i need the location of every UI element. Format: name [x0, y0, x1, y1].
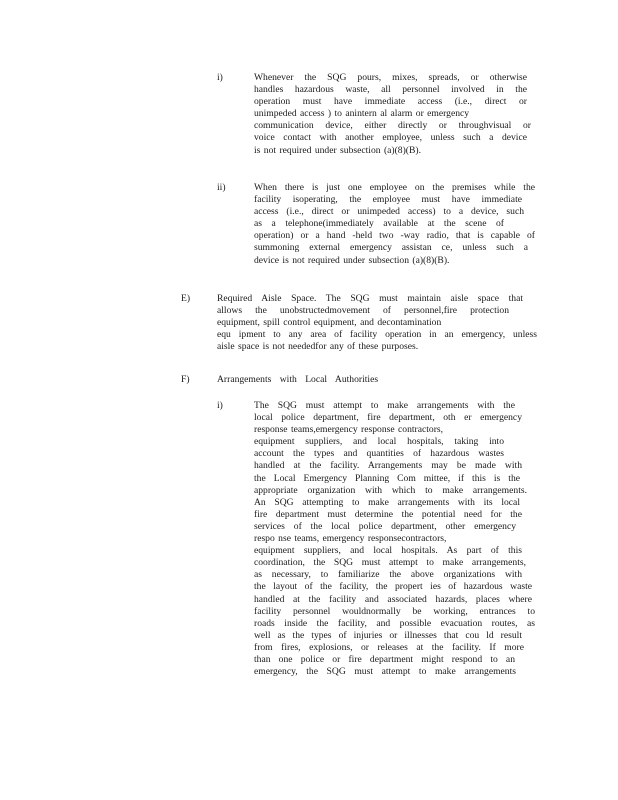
- text-line: equipment suppliers, and local hospitals, taking into: [254, 436, 504, 448]
- text-line: The SQG must attempt to make arrangements with the: [254, 400, 515, 411]
- text-line: unimpeded access ) to anintern al alarm or emergency: [254, 108, 470, 120]
- text-line: coordination, the SQG must attempt to make arrangements,: [254, 557, 526, 569]
- text-line: facility personnel wouldnormally be working, entrances to: [254, 605, 535, 617]
- text-line: An SQG attempting to make arrangements with its local: [254, 496, 520, 508]
- text-line: well as the types of injuries or illnesses that cou ld result: [254, 629, 522, 641]
- item-e-text: [217, 293, 537, 353]
- text-line: When there is just one employee on the premises while the: [254, 182, 535, 193]
- text-line: communication device, either directly or throughvisual or: [254, 120, 531, 132]
- text-line: local police department, fire department, oth er emergency: [254, 412, 522, 424]
- text-line: is not required under subsection (a)(8)(B).: [254, 144, 421, 156]
- text-line: respo nse teams, emergency responsecontractors,: [254, 533, 447, 545]
- text-line: response teams,emergency response contractors,: [254, 424, 444, 436]
- text-line: operation must have immediate access (i.e., direct or: [254, 96, 527, 108]
- text-line: operation) or a hand -held two -way radio, that is capable of: [254, 230, 535, 242]
- text-line: access (i.e., direct or unimpeded access) to a device, such: [254, 206, 524, 218]
- item-label-f: F): [181, 374, 190, 385]
- sub-item-i-text: [254, 72, 531, 157]
- text-line: as a telephone(immediately available at the scene of: [254, 218, 504, 230]
- text-line: services of the local police department, other emergency: [254, 520, 516, 532]
- text-line: from fires, explosions, or releases at the facility. If more: [254, 641, 524, 653]
- text-line: handled at the facility and associated hazards, places where: [254, 593, 532, 605]
- text-line: handles hazardous waste, all personnel involved in the: [254, 84, 527, 96]
- text-line: as necessary, to familiarize the above organizations with: [254, 569, 522, 581]
- text-line: summoning external emergency assistan ce, unless such a: [254, 242, 528, 254]
- text-line: handled at the facility. Arrangements may be made with: [254, 460, 522, 472]
- text-line: voice contact with another employee, unless such a device: [254, 132, 527, 144]
- text-line: Required Aisle Space. The SQG must maintain aisle space that: [217, 293, 523, 304]
- text-line: Whenever the SQG pours, mixes, spreads, or otherwise: [254, 72, 527, 83]
- sub-item-label-ii: ii): [217, 182, 226, 193]
- text-line: roads inside the facility, and possible evacuation routes, as: [254, 617, 535, 629]
- text-line: fire department must determine the potential need for the: [254, 508, 522, 520]
- text-line: facility isoperating, the employee must have immediate: [254, 194, 522, 206]
- text-line: appropriate organization with which to make arrangements.: [254, 484, 527, 496]
- sub-item-label-f-i: i): [217, 400, 223, 411]
- text-line: equipment suppliers, and local hospitals. As part of this: [254, 545, 522, 557]
- text-line: than one police or fire department might respond to an: [254, 653, 515, 665]
- text-line: aisle space is not neededfor any of these purposes.: [217, 341, 419, 353]
- text-line: emergency, the SQG must attempt to make arrangements: [254, 666, 516, 678]
- text-line: equipment, spill control equipment, and decontamination: [217, 317, 442, 329]
- sub-item-f-i-text: [254, 400, 535, 678]
- text-line: the layout of the facility, the propert ies of hazardous waste: [254, 581, 532, 593]
- text-line: allows the unobstructedmovement of personnel,fire protection: [217, 305, 509, 317]
- text-line: equ ipment to any area of facility operation in an emergency, unless: [217, 329, 537, 341]
- sub-item-ii-text: [254, 182, 535, 267]
- text-line: account the types and quantities of hazardous wastes: [254, 448, 504, 460]
- section-heading: Arrangements with Local Authorities: [217, 374, 379, 385]
- sub-item-label-i: i): [217, 72, 223, 83]
- text-line: device is not required under subsection (a)(8)(B).: [254, 254, 450, 266]
- text-line: the Local Emergency Planning Com mittee, if this is the: [254, 472, 520, 484]
- item-label-e: E): [181, 293, 191, 304]
